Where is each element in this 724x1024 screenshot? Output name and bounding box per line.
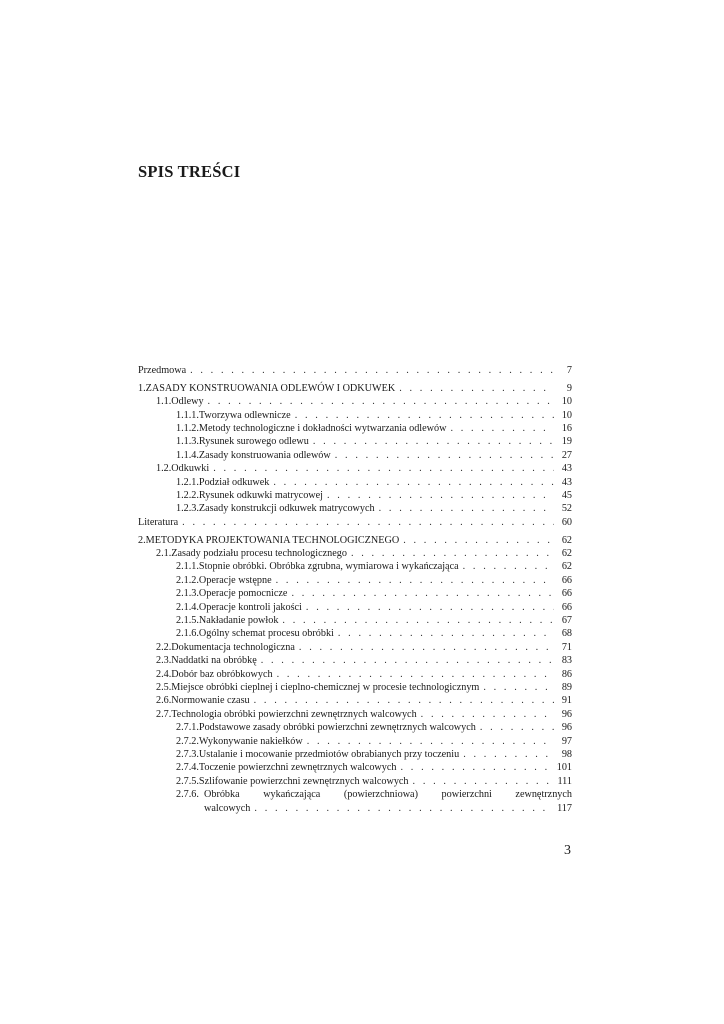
toc-entry-page: 60 — [561, 516, 572, 528]
leader-dots — [483, 681, 554, 694]
toc-entry-page: 71 — [561, 641, 572, 653]
toc-entry-label: Operacje pomocnicze — [198, 588, 288, 600]
toc-entry — [138, 587, 572, 600]
toc-entry-number: 1.2.3. — [176, 503, 199, 515]
toc-entry-label: Normowanie czasu — [171, 695, 250, 707]
toc-entry-label: Wykonywanie nakiełków — [198, 735, 303, 747]
toc-entry-page: 52 — [561, 503, 572, 515]
toc-entry — [138, 627, 572, 640]
toc-entry — [138, 694, 572, 707]
toc-entry-label: Odlewy — [171, 396, 204, 408]
leader-dots — [291, 587, 554, 600]
page-number: 3 — [564, 843, 571, 858]
leader-dots — [208, 395, 554, 408]
leader-dots — [400, 761, 552, 774]
toc-entry-page: 89 — [561, 681, 572, 693]
toc-entry — [138, 489, 572, 502]
toc-entry-number: 2.7.5. — [176, 775, 199, 787]
toc-entry-number: 1.1.2. — [176, 423, 199, 435]
toc-entry-line — [176, 802, 572, 815]
toc-entry-label: Stopnie obróbki. Obróbka zgrubna, wymiarowa i wykańczająca — [198, 561, 459, 573]
leader-dots — [277, 668, 554, 681]
leader-dots — [282, 614, 554, 627]
toc-entry — [138, 708, 572, 721]
toc-entry-number: 2.5. — [156, 681, 172, 693]
leader-dots — [299, 641, 554, 654]
toc-entry-page: 62 — [561, 561, 572, 573]
toc-entry — [138, 761, 572, 774]
toc-entry-page: 117 — [557, 802, 572, 814]
leader-dots — [379, 502, 554, 515]
toc-entry-page: 19 — [561, 436, 572, 448]
toc-entry-label: Obróbka wykańczająca (powierzchniowa) powierzchni zewnętrznych — [204, 789, 572, 801]
toc-entry-number: 1.2. — [156, 463, 172, 475]
toc-entry — [138, 422, 572, 435]
toc-entry-label: Przedmowa — [138, 365, 187, 376]
toc-entry-number: 2.7.4. — [176, 762, 199, 774]
toc-entry-label-continued: walcowych — [204, 802, 251, 814]
toc-entry-label: Metody technologiczne i dokładności wytwarzania odlewów — [198, 423, 447, 435]
toc-entry-page: 96 — [561, 722, 572, 734]
toc-entry-label: Ogólny schemat procesu obróbki — [198, 628, 334, 640]
toc-entry — [138, 788, 572, 815]
toc-entry-page: 98 — [561, 748, 572, 760]
toc-entry-label: Ustalanie i mocowanie przedmiotów obrabianych przy toczeniu — [198, 748, 460, 760]
toc-entry-label: Szlifowanie powierzchni zewnętrznych walcowych — [198, 775, 409, 787]
toc-entry — [138, 735, 572, 748]
toc-entry — [138, 516, 572, 529]
toc-entry — [138, 502, 572, 515]
toc-entry — [138, 654, 572, 667]
toc-entry — [138, 534, 572, 547]
toc-entry-label: Zasady konstrukcji odkuwek matrycowych — [198, 503, 375, 515]
toc-entry-label: Zasady podziału procesu technologicznego — [171, 548, 347, 560]
toc-entry-line — [176, 788, 572, 801]
leader-dots — [403, 534, 554, 547]
toc-entry-label: Miejsce obróbki cieplnej i cieplno-chemicznej w procesie technologicznym — [171, 681, 480, 693]
toc-entry-page: 43 — [561, 476, 572, 488]
toc-entry — [138, 462, 572, 475]
toc-entry-page: 45 — [561, 490, 572, 502]
leader-dots — [313, 435, 554, 448]
toc-entry-label: Technologia obróbki powierzchni zewnętrznych walcowych — [171, 708, 417, 720]
toc-entry-page: 27 — [561, 449, 572, 461]
toc-entry — [138, 574, 572, 587]
toc-entry-label: Naddatki na obróbkę — [171, 655, 257, 667]
toc-entry-page: 10 — [561, 396, 572, 408]
toc-entry-page: 66 — [561, 588, 572, 600]
toc-entry — [138, 721, 572, 734]
leader-dots — [463, 748, 554, 761]
toc-entry-label: Tworzywa odlewnicze — [198, 409, 291, 421]
toc-entry-page: 62 — [561, 534, 572, 546]
toc-entry-number: 2.6. — [156, 695, 172, 707]
toc-entry — [138, 476, 572, 489]
toc-entry-number: 2.1.6. — [176, 628, 199, 640]
leader-dots — [182, 516, 554, 529]
leader-dots — [295, 409, 554, 422]
toc-entry-number: 2.7.2. — [176, 735, 199, 747]
toc-entry-label: Podstawowe zasady obróbki powierzchni zewnętrznych walcowych — [198, 722, 476, 734]
toc-entry-label: Operacje wstępne — [198, 574, 272, 586]
toc-entry-number: 2.7.3. — [176, 748, 199, 760]
leader-dots — [351, 547, 554, 560]
toc-entry-page: 16 — [561, 423, 572, 435]
toc-entry-number: 2. — [138, 534, 146, 546]
toc-entry — [138, 641, 572, 654]
toc-entry-number: 1.1. — [156, 396, 172, 408]
toc-entry-number: 2.7. — [156, 708, 172, 720]
toc-entry — [138, 409, 572, 422]
toc-entry-page: 86 — [561, 668, 572, 680]
leader-dots — [338, 627, 554, 640]
leader-dots — [254, 694, 554, 707]
toc-entry-label: Odkuwki — [171, 463, 210, 475]
toc-entry-page: 91 — [561, 695, 572, 707]
toc-entry-page: 10 — [561, 409, 572, 421]
toc-entry-label: Dobór baz obróbkowych — [171, 668, 273, 680]
toc-entry-number: 2.3. — [156, 655, 172, 667]
leader-dots — [421, 708, 554, 721]
toc-entry — [138, 382, 572, 395]
toc-entry-page: 83 — [561, 655, 572, 667]
leader-dots — [335, 449, 554, 462]
toc-entry — [138, 560, 572, 573]
toc-entry-label: ZASADY KONSTRUOWANIA ODLEWÓW I ODKUWEK — [145, 382, 396, 394]
toc-entry — [138, 435, 572, 448]
toc-entry-label: Zasady konstruowania odlewów — [198, 449, 331, 461]
toc-entry-number: 1. — [138, 382, 146, 394]
toc-entry — [138, 614, 572, 627]
toc-entry-number: 2.7.6. — [176, 789, 199, 801]
toc-entry-number: 1.1.1. — [176, 409, 199, 421]
toc-entry-number: 2.1.5. — [176, 615, 199, 627]
toc-entry-label: Dokumentacja technologiczna — [171, 641, 295, 653]
toc-entry-label: Nakładanie powłok — [198, 615, 279, 627]
toc-entry — [138, 681, 572, 694]
toc-entry-page: 66 — [561, 574, 572, 586]
leader-dots — [190, 364, 554, 377]
toc-entry-number: 1.1.4. — [176, 449, 199, 461]
toc-entry-number: 2.1.4. — [176, 601, 199, 613]
toc-entry-label: Rysunek surowego odlewu — [198, 436, 309, 448]
toc-entry-number: 1.2.1. — [176, 476, 199, 488]
toc-entry-page: 97 — [561, 735, 572, 747]
toc-entry-page: 111 — [557, 775, 572, 787]
toc-entry — [138, 449, 572, 462]
toc-entry — [138, 395, 572, 408]
toc-entry-page: 68 — [561, 628, 572, 640]
toc-entry-number: 1.1.3. — [176, 436, 199, 448]
toc-entry-page: 101 — [556, 762, 572, 774]
toc-entry-number: 2.1.3. — [176, 588, 199, 600]
toc-entry — [138, 601, 572, 614]
leader-dots — [213, 462, 554, 475]
toc-entry-label: Toczenie powierzchni zewnętrznych walcowych — [198, 762, 397, 774]
leader-dots — [276, 574, 554, 587]
toc-entry-number: 2.4. — [156, 668, 172, 680]
toc-entry — [138, 364, 572, 377]
toc-entry-page: 43 — [561, 463, 572, 475]
toc-entry-page: 9 — [566, 382, 572, 394]
toc-entry-number: 2.1. — [156, 548, 172, 560]
toc-entry-number: 2.1.2. — [176, 574, 199, 586]
table-of-contents — [138, 364, 572, 815]
toc-entry-page: 66 — [561, 601, 572, 613]
toc-entry-page: 96 — [561, 708, 572, 720]
toc-entry-page: 7 — [566, 365, 572, 376]
toc-entry-number: 2.2. — [156, 641, 172, 653]
toc-entry-page: 62 — [561, 548, 572, 560]
leader-dots — [306, 601, 554, 614]
leader-dots — [450, 422, 554, 435]
toc-entry — [138, 748, 572, 761]
leader-dots — [307, 735, 554, 748]
toc-entry-label: METODYKA PROJEKTOWANIA TECHNOLOGICZNEGO — [145, 534, 400, 546]
toc-entry — [138, 547, 572, 560]
toc-entry-number: 2.7.1. — [176, 722, 199, 734]
toc-entry-label: Literatura — [138, 516, 179, 528]
leader-dots — [273, 476, 554, 489]
toc-entry — [138, 668, 572, 681]
toc-entry-label: Podział odkuwek — [198, 476, 270, 488]
leader-dots — [413, 775, 554, 788]
toc-entry-number: 2.1.1. — [176, 561, 199, 573]
page-title: SPIS TREŚCI — [138, 162, 241, 181]
leader-dots — [480, 721, 554, 734]
toc-entry-label: Operacje kontroli jakości — [198, 601, 302, 613]
toc-entry-page: 67 — [561, 615, 572, 627]
leader-dots — [399, 382, 554, 395]
toc-entry-number: 1.2.2. — [176, 490, 199, 502]
leader-dots — [327, 489, 554, 502]
toc-entry — [138, 775, 572, 788]
leader-dots — [261, 654, 554, 667]
leader-dots — [463, 560, 554, 573]
leader-dots — [254, 802, 553, 815]
toc-entry-label: Rysunek odkuwki matrycowej — [198, 490, 324, 502]
